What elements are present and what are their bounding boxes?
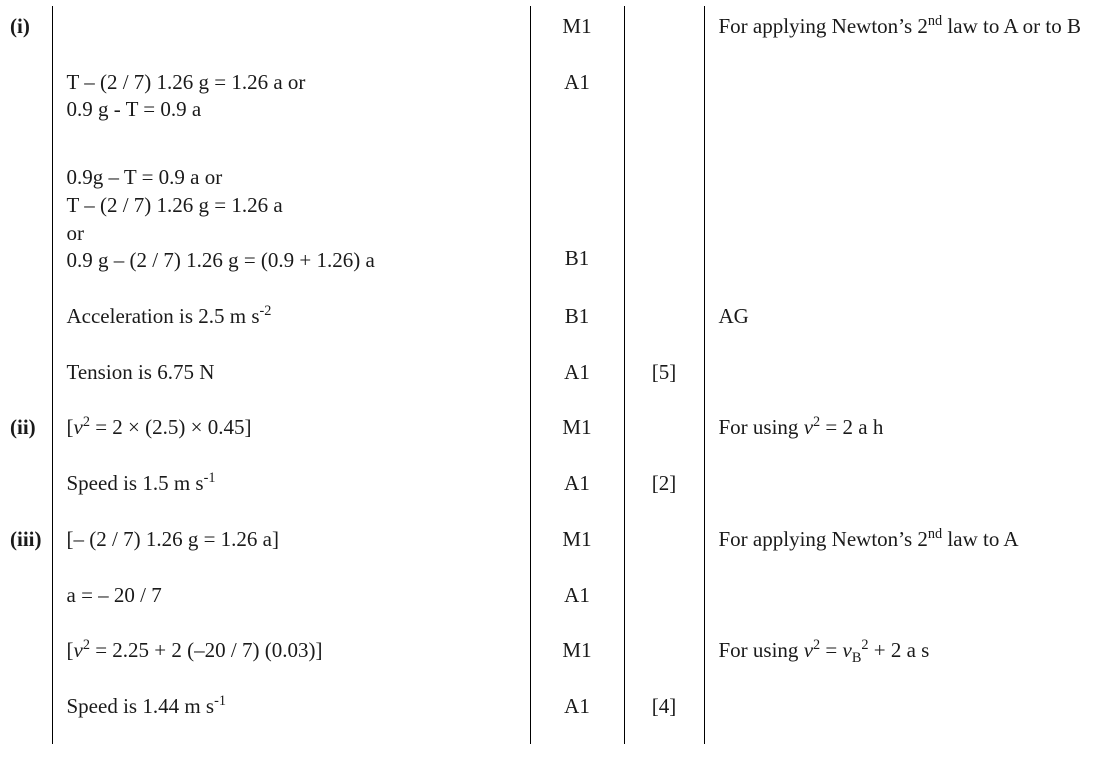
spacer <box>625 449 704 463</box>
working-text: [ <box>66 415 74 440</box>
cell-mark <box>530 561 624 575</box>
mark-code: A1 <box>564 694 590 719</box>
spacer <box>53 449 530 463</box>
cell-working <box>52 686 530 728</box>
table-row <box>0 407 1100 449</box>
cell-part <box>0 505 52 519</box>
part-label-empty <box>0 686 52 728</box>
cell-mark <box>530 157 624 282</box>
spacer <box>0 393 52 407</box>
part-label-empty <box>0 62 52 104</box>
exponent: 2 <box>813 637 821 654</box>
spacer <box>53 338 530 352</box>
table-row <box>0 6 1100 48</box>
spacer <box>53 616 530 630</box>
table-row <box>0 296 1100 338</box>
working-block <box>53 686 530 728</box>
cell-mark <box>530 407 624 449</box>
working-block <box>53 630 530 672</box>
spacer <box>625 282 704 296</box>
comment-text <box>705 352 1100 394</box>
comment-part-2: law to A or to B <box>942 14 1082 38</box>
cell-comment <box>704 672 1100 686</box>
unit-superscript: -1 <box>214 693 226 710</box>
table-row-spacer <box>0 282 1100 296</box>
comment-text <box>705 463 1100 505</box>
cell-part <box>0 463 52 505</box>
spacer <box>705 728 1100 744</box>
spacer <box>53 393 530 407</box>
mark-code: A1 <box>564 69 590 94</box>
comment-text <box>705 62 1100 104</box>
comment-part-1: For applying Newton’s 2 <box>718 14 928 38</box>
spacer <box>0 282 52 296</box>
comment-superscript-nd: nd <box>927 13 943 29</box>
spacer <box>53 672 530 686</box>
mark-code: B1 <box>564 304 590 329</box>
comment-part-2: law to A <box>942 526 1019 551</box>
cell-working <box>52 728 530 744</box>
cell-working <box>52 393 530 407</box>
cell-comment <box>704 686 1100 728</box>
cell-mark <box>530 575 624 617</box>
cell-part <box>0 393 52 407</box>
table-row-spacer <box>0 131 1100 157</box>
variable-v: v <box>803 638 814 663</box>
working-text: Speed is 1.5 m s <box>66 471 204 496</box>
part-label-empty <box>0 575 52 617</box>
cell-total <box>624 672 704 686</box>
table-row-spacer <box>0 561 1100 575</box>
cell-working <box>52 505 530 519</box>
spacer <box>705 616 1100 630</box>
table-row <box>0 630 1100 672</box>
mark-code: A1 <box>564 471 590 496</box>
comment-part-2: + 2 a s <box>868 638 930 663</box>
spacer <box>625 505 704 519</box>
cell-part <box>0 338 52 352</box>
working-text: [ <box>66 638 74 663</box>
spacer <box>705 282 1100 296</box>
cell-working <box>52 561 530 575</box>
spacer <box>531 672 624 686</box>
working-empty <box>53 6 530 48</box>
cell-comment <box>704 62 1100 131</box>
table-row-spacer <box>0 616 1100 630</box>
working-line: 0.9g – T = 0.9 a or <box>66 165 223 190</box>
cell-part <box>0 672 52 686</box>
spacer <box>531 616 624 630</box>
working-line: or <box>66 220 84 245</box>
cell-comment <box>704 48 1100 62</box>
spacer <box>531 131 624 157</box>
exponent: 2 <box>861 637 869 654</box>
cell-working <box>52 131 530 157</box>
part-label-empty <box>0 352 52 394</box>
cell-comment <box>704 6 1100 48</box>
cell-part <box>0 616 52 630</box>
comment-text <box>705 519 1100 561</box>
exponent: 2 <box>82 414 90 431</box>
spacer <box>0 616 52 630</box>
cell-mark <box>530 505 624 519</box>
working-line <box>67 471 216 495</box>
cell-comment <box>704 630 1100 672</box>
cell-working <box>52 407 530 449</box>
cell-part <box>0 157 52 282</box>
part-label-i: (i) <box>10 14 30 38</box>
cell-mark <box>530 672 624 686</box>
spacer <box>705 561 1100 575</box>
cell-part <box>0 630 52 672</box>
table-row <box>0 686 1100 728</box>
spacer <box>53 131 530 157</box>
cell-total <box>624 6 704 48</box>
cell-comment <box>704 338 1100 352</box>
unit-superscript: -2 <box>259 303 272 320</box>
spacer <box>625 616 704 630</box>
table-row-spacer <box>0 728 1100 744</box>
cell-part <box>0 686 52 728</box>
spacer <box>53 561 530 575</box>
spacer <box>625 338 704 352</box>
variable-v: v <box>73 638 83 663</box>
cell-part <box>0 561 52 575</box>
mark-code: M1 <box>562 14 592 38</box>
working-block <box>53 519 530 561</box>
cell-working <box>52 6 530 48</box>
table-row <box>0 352 1100 394</box>
cell-total <box>624 449 704 463</box>
spacer <box>625 561 704 575</box>
cell-working <box>52 62 530 131</box>
cell-mark <box>530 352 624 394</box>
total-marks <box>625 407 704 449</box>
working-line: T – (2 / 7) 1.26 g = 1.26 a or <box>66 69 306 94</box>
cell-part <box>0 352 52 394</box>
working-block <box>53 296 530 338</box>
cell-working <box>52 575 530 617</box>
cell-total <box>624 296 704 338</box>
comment-text: AG <box>718 304 749 329</box>
total-marks: [2] <box>651 471 677 496</box>
cell-comment <box>704 561 1100 575</box>
spacer <box>531 728 624 744</box>
total-marks <box>625 519 704 561</box>
part-label-empty <box>0 463 52 505</box>
spacer <box>705 449 1100 463</box>
cell-mark <box>530 449 624 463</box>
working-text: Acceleration is 2.5 m s <box>66 304 260 329</box>
comment-text <box>705 157 1100 199</box>
cell-mark <box>530 338 624 352</box>
part-label-empty <box>0 630 52 672</box>
spacer <box>531 393 624 407</box>
working-line: T – (2 / 7) 1.26 g = 1.26 a <box>66 192 283 217</box>
table-row-spacer <box>0 505 1100 519</box>
variable-v: v <box>73 415 83 440</box>
cell-part <box>0 296 52 338</box>
cell-comment <box>704 393 1100 407</box>
spacer <box>0 672 52 686</box>
cell-mark <box>530 686 624 728</box>
cell-total <box>624 728 704 744</box>
total-marks: [4] <box>651 694 677 719</box>
cell-comment <box>704 728 1100 744</box>
spacer <box>625 393 704 407</box>
cell-mark <box>530 62 624 131</box>
cell-working <box>52 352 530 394</box>
table-row <box>0 463 1100 505</box>
mark-code: B1 <box>564 246 590 271</box>
cell-comment <box>704 157 1100 282</box>
variable-v: v <box>803 415 814 440</box>
cell-total <box>624 62 704 131</box>
spacer <box>0 131 52 157</box>
cell-mark <box>530 6 624 48</box>
cell-total <box>624 463 704 505</box>
cell-total <box>624 630 704 672</box>
cell-total <box>624 157 704 282</box>
working-line: a = – 20 / 7 <box>66 582 162 607</box>
working-line: 0.9 g - T = 0.9 a <box>66 97 202 122</box>
comment-part-1: For using <box>718 638 804 663</box>
mark-code: M1 <box>562 415 592 440</box>
cell-working <box>52 630 530 672</box>
cell-mark <box>530 48 624 62</box>
total-marks <box>625 575 704 617</box>
mark-code: M1 <box>562 526 592 551</box>
table-row-spacer <box>0 449 1100 463</box>
cell-mark <box>530 282 624 296</box>
cell-total <box>624 616 704 630</box>
comment-text <box>705 6 1100 48</box>
total-marks <box>625 6 704 48</box>
spacer <box>531 48 624 62</box>
spacer <box>625 131 704 157</box>
cell-part <box>0 131 52 157</box>
cell-total <box>624 686 704 728</box>
comment-part-1: For using <box>718 415 804 440</box>
total-marks <box>625 157 704 199</box>
cell-working <box>52 519 530 561</box>
spacer <box>705 48 1100 62</box>
cell-part <box>0 728 52 744</box>
variable-vb: v <box>842 638 852 663</box>
spacer <box>0 561 52 575</box>
total-marks <box>625 62 704 104</box>
table-row-spacer <box>0 672 1100 686</box>
part-label-empty <box>0 296 52 338</box>
cell-part <box>0 6 52 48</box>
comment-text <box>705 686 1100 728</box>
spacer <box>53 282 530 296</box>
working-block <box>53 157 530 282</box>
cell-total <box>624 48 704 62</box>
mark-scheme-table <box>0 6 1100 744</box>
cell-comment <box>704 575 1100 617</box>
cell-part <box>0 449 52 463</box>
working-block <box>53 575 530 617</box>
working-text: Speed is 1.44 m s <box>66 694 215 719</box>
mark-code: M1 <box>562 638 592 663</box>
cell-working <box>52 672 530 686</box>
cell-mark <box>530 393 624 407</box>
cell-mark <box>530 296 624 338</box>
cell-total <box>624 393 704 407</box>
spacer <box>705 505 1100 519</box>
total-marks <box>625 296 704 338</box>
comment-text <box>705 630 1100 672</box>
cell-mark <box>530 728 624 744</box>
working-line <box>67 304 272 328</box>
spacer <box>0 449 52 463</box>
working-line: 0.9 g – (2 / 7) 1.26 g = (0.9 + 1.26) a <box>66 248 375 273</box>
cell-total <box>624 505 704 519</box>
cell-part <box>0 62 52 131</box>
cell-comment <box>704 131 1100 157</box>
exponent: 2 <box>813 414 821 431</box>
working-block <box>53 407 530 449</box>
cell-comment <box>704 352 1100 394</box>
mark-code: A1 <box>564 359 590 384</box>
cell-total <box>624 352 704 394</box>
working-line <box>67 694 226 718</box>
spacer <box>53 48 530 62</box>
cell-total <box>624 131 704 157</box>
cell-total <box>624 561 704 575</box>
cell-comment <box>704 407 1100 449</box>
cell-working <box>52 282 530 296</box>
cell-working <box>52 616 530 630</box>
working-text: = 2 × (2.5) × 0.45] <box>89 415 252 440</box>
comment-part-2: = 2 a h <box>820 415 884 440</box>
spacer <box>705 393 1100 407</box>
spacer <box>0 505 52 519</box>
cell-total <box>624 519 704 561</box>
spacer <box>705 338 1100 352</box>
exponent: 2 <box>82 637 90 654</box>
cell-comment <box>704 616 1100 630</box>
cell-working <box>52 463 530 505</box>
spacer <box>531 561 624 575</box>
working-block <box>53 463 530 505</box>
comment-superscript-nd: nd <box>927 525 943 542</box>
spacer <box>531 505 624 519</box>
spacer <box>531 338 624 352</box>
table-row <box>0 62 1100 131</box>
comment-text <box>705 407 1100 449</box>
spacer <box>0 728 52 744</box>
cell-comment <box>704 505 1100 519</box>
cell-part <box>0 519 52 561</box>
cell-mark <box>530 463 624 505</box>
cell-working <box>52 338 530 352</box>
cell-working <box>52 48 530 62</box>
cell-working <box>52 296 530 338</box>
comment-text <box>705 575 1100 617</box>
spacer <box>0 338 52 352</box>
spacer <box>625 672 704 686</box>
cell-comment <box>704 449 1100 463</box>
working-text: = 2.25 + 2 (–20 / 7) (0.03)] <box>89 638 323 663</box>
cell-mark <box>530 519 624 561</box>
working-line <box>67 415 252 439</box>
part-label-iii: (iii) <box>10 526 42 551</box>
spacer <box>53 505 530 519</box>
spacer <box>531 449 624 463</box>
table-row <box>0 519 1100 561</box>
spacer <box>0 48 52 62</box>
spacer <box>625 728 704 744</box>
table-row <box>0 575 1100 617</box>
cell-comment <box>704 519 1100 561</box>
cell-total <box>624 575 704 617</box>
spacer <box>531 282 624 296</box>
cell-mark <box>530 131 624 157</box>
cell-comment <box>704 296 1100 338</box>
comment-equals: = <box>820 638 843 663</box>
spacer <box>53 728 530 744</box>
cell-part <box>0 282 52 296</box>
cell-total <box>624 282 704 296</box>
spacer <box>705 131 1100 157</box>
cell-part <box>0 48 52 62</box>
working-block <box>53 352 530 394</box>
working-line: Tension is 6.75 N <box>66 359 215 384</box>
part-label-ii: (ii) <box>10 415 36 440</box>
comment-part-1: For applying Newton’s 2 <box>718 526 928 551</box>
mark-code: A1 <box>564 582 590 607</box>
working-line: [– (2 / 7) 1.26 g = 1.26 a] <box>66 526 279 551</box>
cell-total <box>624 407 704 449</box>
cell-part <box>0 407 52 449</box>
table-row-spacer <box>0 48 1100 62</box>
unit-superscript: -1 <box>203 470 216 487</box>
working-block <box>53 62 530 131</box>
working-line <box>67 638 323 662</box>
part-label-empty <box>0 157 52 199</box>
subscript-b: B <box>851 650 862 667</box>
cell-comment <box>704 282 1100 296</box>
table-row-spacer <box>0 393 1100 407</box>
spacer <box>705 672 1100 686</box>
cell-mark <box>530 616 624 630</box>
table-row-spacer <box>0 338 1100 352</box>
cell-working <box>52 157 530 282</box>
cell-mark <box>530 630 624 672</box>
cell-comment <box>704 463 1100 505</box>
cell-working <box>52 449 530 463</box>
spacer <box>625 48 704 62</box>
total-marks <box>625 630 704 672</box>
cell-part <box>0 575 52 617</box>
cell-total <box>624 338 704 352</box>
total-marks: [5] <box>651 359 677 384</box>
table-row <box>0 157 1100 282</box>
